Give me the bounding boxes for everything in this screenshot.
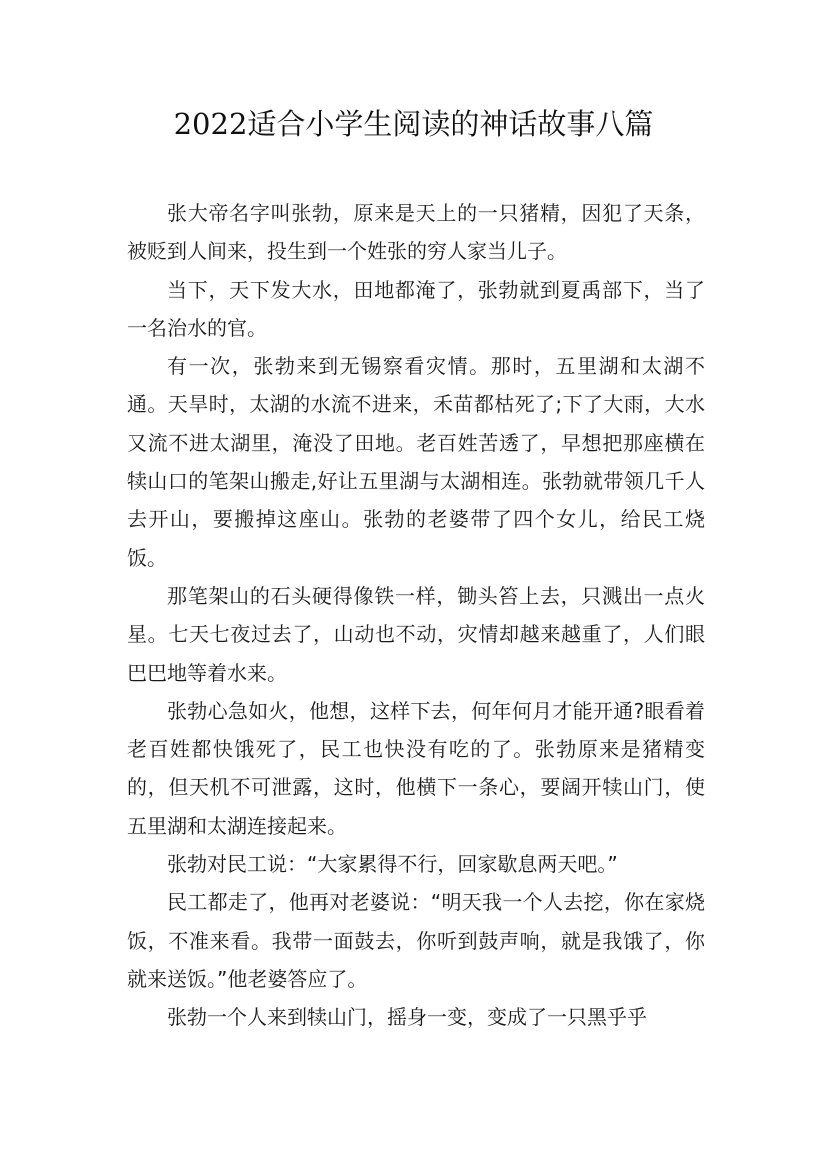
paragraph: 那笔架山的石头硬得像铁一样，锄头笞上去，只溅出一点火星。七天七夜过去了，山动也不动，灾情却越来越重了，人们眼巴巴地等着水来。	[127, 583, 705, 685]
paragraph: 张勃一个人来到犊山门，摇身一变，变成了一只黑乎乎	[167, 1005, 647, 1030]
paragraph: 张勃对民工说：“大家累得不行，回家歇息两天吧。”	[167, 852, 618, 877]
paragraph: 有一次，张勃来到无锡察看灾情。那时，五里湖和太湖不通。天旱时，太湖的水流不进来，禾苗都枯死了;下了大雨，大水又流不进太湖里，淹没了田地。老百姓苦透了，早想把那座横在犊山口的笔架山搬走,好让五里湖与太湖相连。张勃就带领几千人去开山，要搬掉这座山。张勃的老婆带了四个女儿，给民工烧饭。	[127, 354, 705, 570]
paragraph: 张勃心急如火，他想，这样下去，何年何月才能开通?眼看着老百姓都快饿死了，民工也快没有吃的了。张勃原来是猪精变的，但天机不可泄露，这时，他横下一条心，要阔开犊山门，使五里湖和太湖连接起来。	[127, 698, 705, 838]
paragraph: 当下，天下发大水，田地都淹了，张勃就到夏禹部下，当了一名治水的官。	[127, 277, 705, 340]
paragraph: 张大帝名字叫张勃，原来是天上的一只猪精，因犯了天条，被贬到人间来，投生到一个姓张的穷人家当儿子。	[127, 201, 705, 264]
document-body	[127, 194, 705, 1037]
document-title: 2022适合小学生阅读的神话故事八篇	[173, 107, 654, 141]
paragraph: 民工都走了，他再对老婆说：“明天我一个人去挖，你在家烧饭，不准来看。我带一面鼓去，你听到鼓声响，就是我饿了，你就来送饭。”他老婆答应了。	[127, 890, 705, 991]
